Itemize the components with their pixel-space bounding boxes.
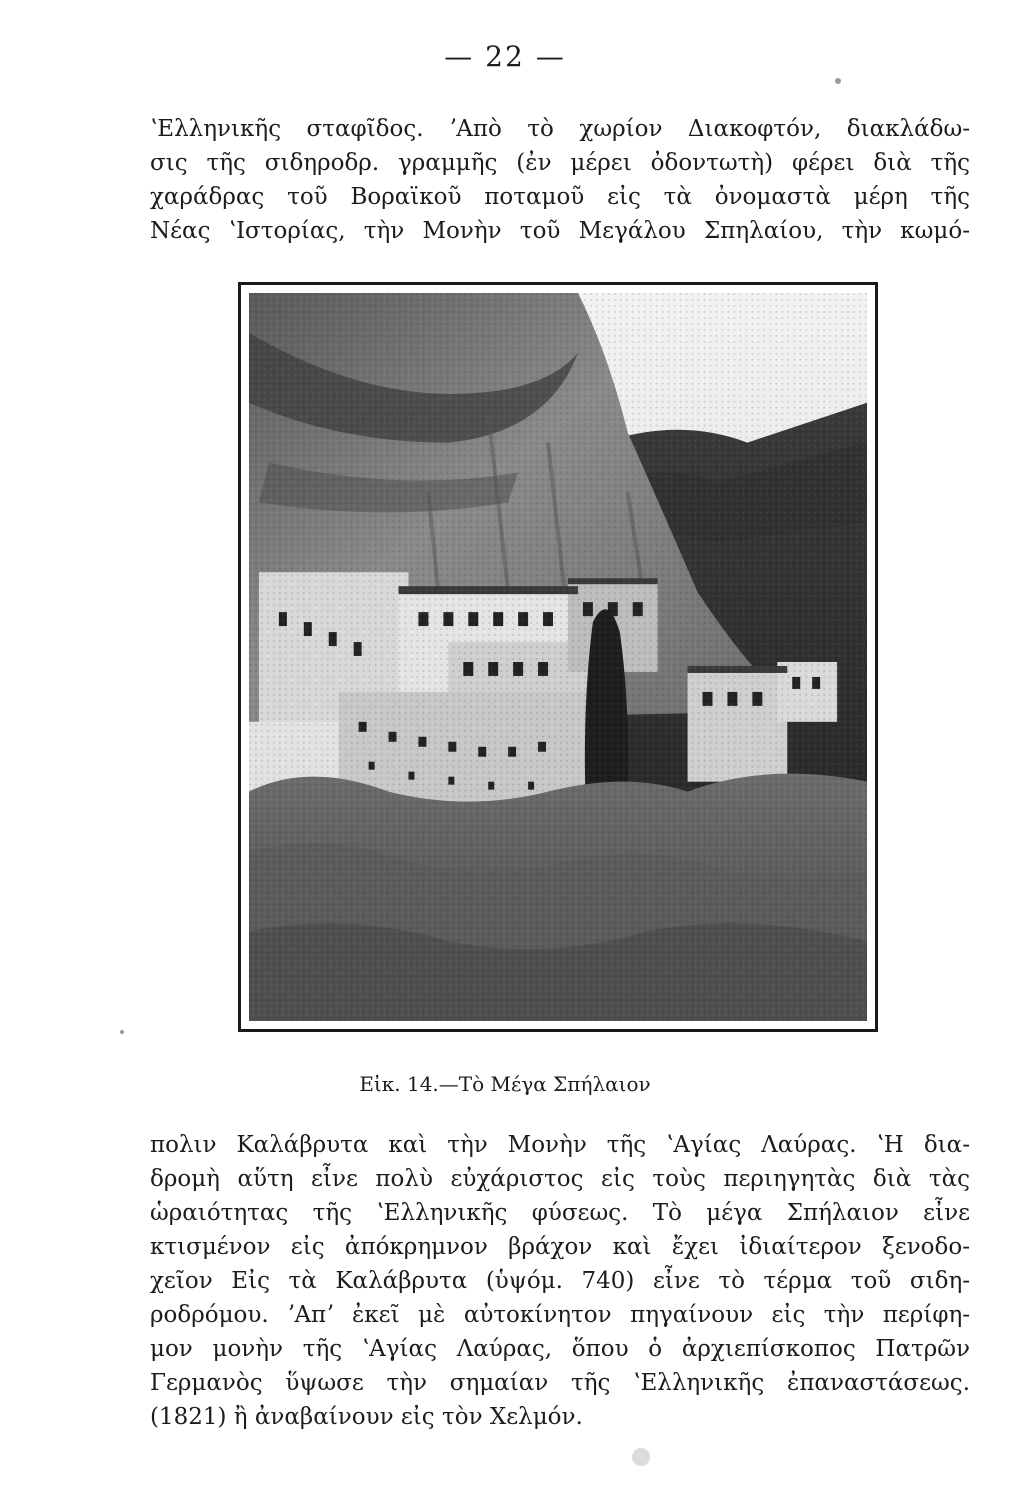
- bottom-paragraph: [150, 1128, 970, 1434]
- text-line: δρομὴ αὕτη εἶνε πολὺ εὐχάριστος εἰς τοὺς περιηγητὰς διὰ τὰς: [150, 1166, 970, 1192]
- page-number: — 22 —: [444, 40, 566, 73]
- text-line: ʽΕλληνικῆς σταφῖδος. ʼΑπὸ τὸ χωρίον Διακοφτόν, διακλάδω-: [150, 116, 970, 142]
- scan-speck: [120, 1030, 124, 1034]
- monastery-photograph: [238, 282, 878, 1032]
- scan-speck: [835, 78, 841, 84]
- text-line: ροδρόμου. ʼΑπʼ ἐκεῖ μὲ αὐτοκίνητον πηγαίνουν εἰς τὴν περίφη-: [150, 1302, 970, 1328]
- text-line: (1821) ἢ ἀναβαίνουν εἰς τὸν Χελμόν.: [150, 1404, 583, 1430]
- figure-caption: Εἰκ. 14.—Τὸ Μέγα Σπήλαιον: [359, 1072, 651, 1096]
- text-line: Γερμανὸς ὕψωσε τὴν σημαίαν τῆς ʽΕλληνικῆς ἐπαναστάσεως.: [150, 1370, 970, 1396]
- top-paragraph: [150, 112, 970, 248]
- text-line: χαράδρας τοῦ Βοραϊκοῦ ποταμοῦ εἰς τὰ ὀνομαστὰ μέρη τῆς: [150, 184, 970, 210]
- text-line: πολιν Καλάβρυτα καὶ τὴν Μονὴν τῆς ʽΑγίας Λαύρας. ʽΗ δια-: [150, 1132, 970, 1158]
- text-line: μον μονὴν τῆς ʽΑγίας Λαύρας, ὅπου ὁ ἀρχιεπίσκοπος Πατρῶν: [150, 1336, 970, 1362]
- text-line: ὡραιότητας τῆς ʽΕλληνικῆς φύσεως. Τὸ μέγα Σπήλαιον εἶνε: [150, 1200, 970, 1226]
- text-line: χεῖον Εἰς τὰ Καλάβρυτα (ὑψόμ. 740) εἶνε τὸ τέρμα τοῦ σιδη-: [150, 1268, 970, 1294]
- text-line: κτισμένον εἰς ἀπόκρημνον βράχον καὶ ἔχει ἰδιαίτερον ξενοδο-: [150, 1234, 970, 1260]
- text-line: σις τῆς σιδηροδρ. γραμμῆς (ἐν μέρει ὀδοντωτὴ) φέρει διὰ τῆς: [150, 150, 970, 176]
- scan-speck: [632, 1448, 650, 1466]
- photo-image: [249, 293, 867, 1021]
- text-line: Νέας ʽΙστορίας, τὴν Μονὴν τοῦ Μεγάλου Σπηλαίου, τὴν κωμό-: [150, 218, 970, 244]
